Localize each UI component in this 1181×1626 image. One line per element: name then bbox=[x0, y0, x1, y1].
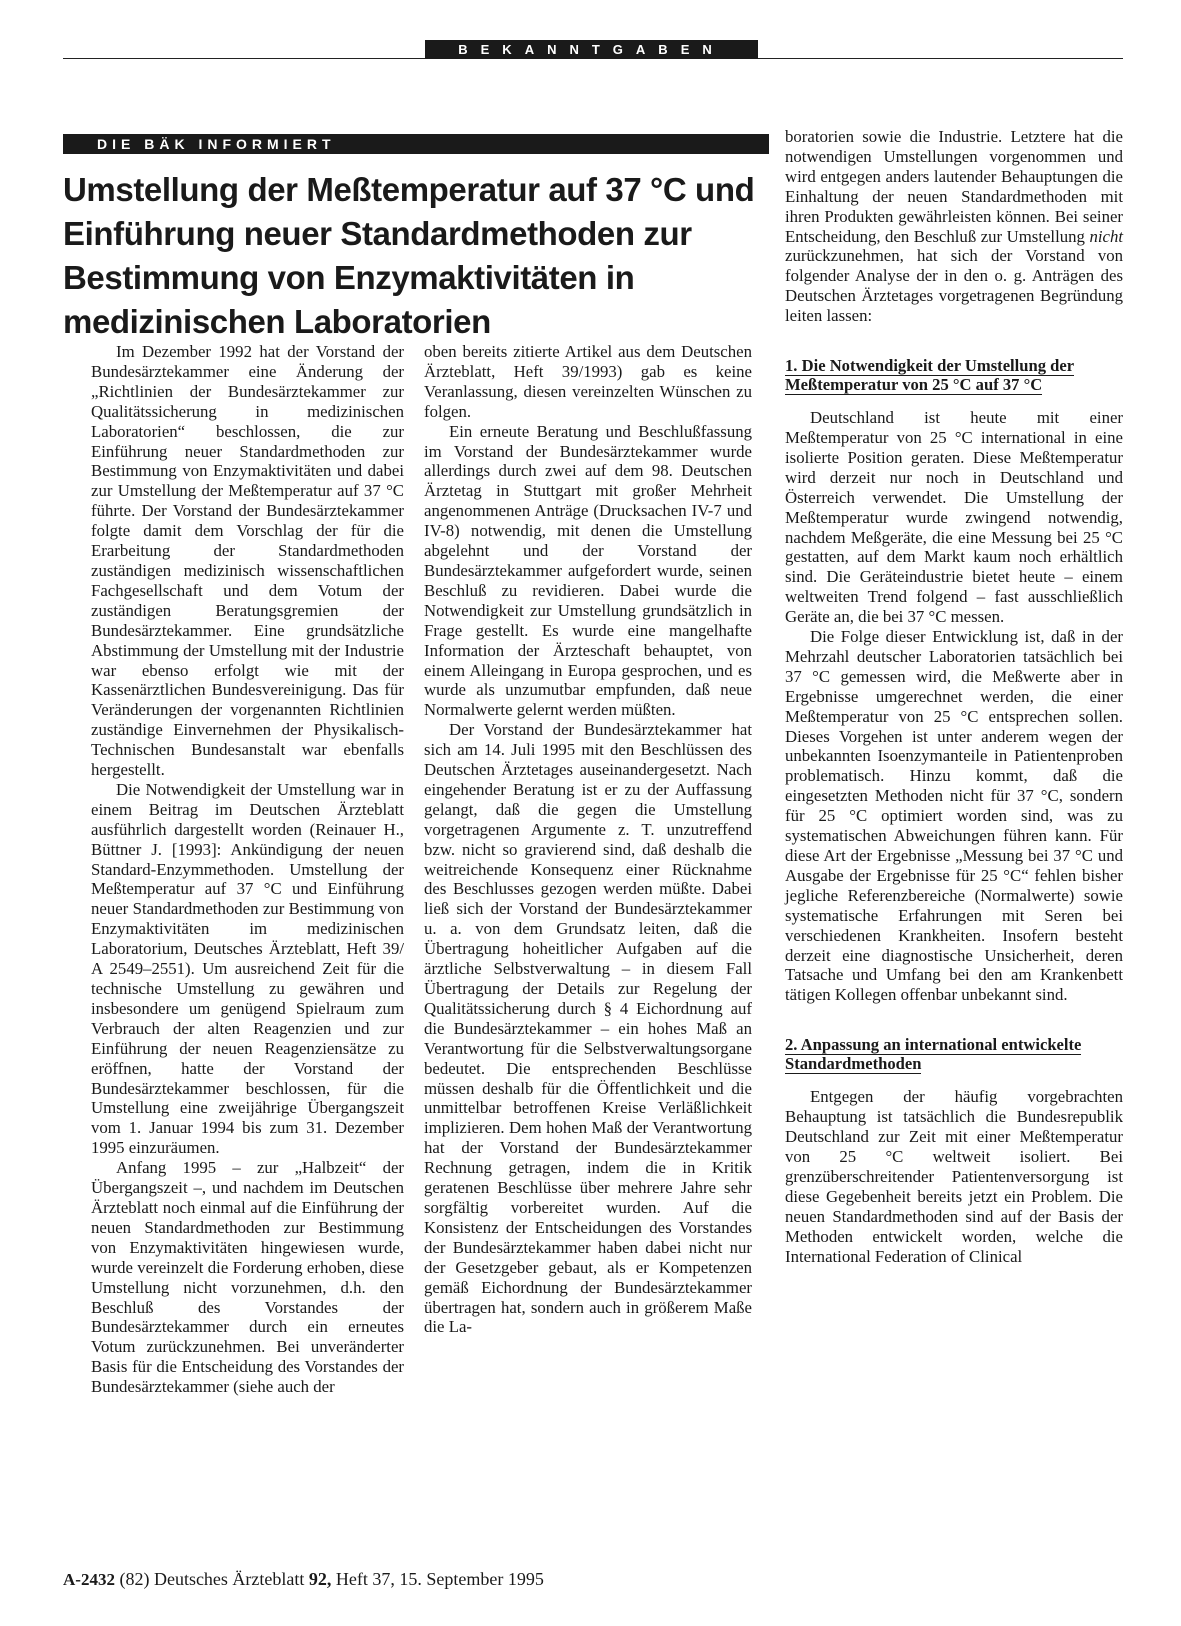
page-code: A-2432 bbox=[63, 1570, 115, 1589]
issue-info: Heft 37, 15. September 1995 bbox=[335, 1569, 544, 1589]
paragraph: Der Vorstand der Bundesärztekammer hat sich am 14. Juli 1995 mit den Beschlüssen des Deutschen Ärztetages auseinandergesetzt. Nach eingehender Beratung ist er zu der Auffassung gelangt, daß die gegen die Umstellung vorgetragenen Argumente z. T. unzutreffend bzw. nicht so gravierend sind, daß deshalb die weitreichende Konsequenz einer Rücknahme des Beschlusses gezogen werden müßte. Dabei ließ sich der Vorstand der Bundesärztekammer u. a. von dem Grundsatz leiten, daß die Übertragung hoheitlicher Aufgaben auf die ärztliche Selbstverwaltung – in diesem Fall Übertragung der Details zur Regelung der Qualitätssicherung durch § 4 Eichordnung auf die Bundesärztekammer – ein hohes Maß an Verantwortung für die Selbstverwaltungsorgane bedeutet. Die entsprechenden Beschlüsse müssen deshalb für die Öffentlichkeit und die unmittelbar betroffenen Kreise Verläßlichkeit implizieren. Dem hohen Maß der Verantwortung hat der Vorstand der Bundesärztekammer Rechnung getragen, indem die in Kritik geratenen Beschlüsse über mehrere Jahre sehr sorgfältig vorbereitet wurden. Auf die Konsistenz der Entscheidungen des Vorstandes der Bundesärztekammer haben dabei nicht nur der Gesetzgeber gebaut, als er Kompetenzen gemäß Eichordnung der Bundesärztekammer übertragen hat, sondern auch in größerem Maße die La- bbox=[424, 720, 752, 1337]
paragraph: Die Notwendigkeit der Umstellung war in einem Beitrag im Deutschen Ärzteblatt ausführlich dargestellt worden (Reinauer H., Büttner J. [1993]: Ankündigung der neuen Standard-Enzymmethoden. Umstellung der Meßtemperatur auf 37 °C und Einführung neuer Standardmethoden zur Bestimmung von Enzymaktivitäten im medizinischen Laboratorium, Deutsches Ärzteblatt, Heft 39/ A 2549–2551). Um ausreichend Zeit für die technische Umstellung zu gewähren und insbesondere um genügend Spielraum zum Verbrauch der alten Reagenzien und zur Einführung der neuen Reagenziensätze zu eröffnen, hatte der Vorstand der Bundesärztekammer beschlossen, für die Umstellung eine zweijährige Übergangszeit vom 1. Januar 1994 bis zum 31. Dezember 1995 einzuräumen. bbox=[91, 779, 404, 1158]
text-column-3 bbox=[785, 127, 1123, 1266]
section-heading-text: 2. Anpassung an international entwickelte Standardmethoden bbox=[785, 1035, 1082, 1074]
page-footer bbox=[63, 1568, 544, 1591]
article-title: Umstellung der Meßtemperatur auf 37 °C und Einführung neuer Standardmethoden zur Bestimmung von Enzymaktivitäten in medizinischen Laboratorien bbox=[63, 171, 755, 340]
page-number: (82) bbox=[119, 1569, 150, 1589]
paragraph-text: boratorien sowie die Industrie. Letztere hat die notwendigen Umstellungen vorgenommen und wird entgegen anders lautender Behauptungen die Einhaltung der neuen Standardmethoden mit ihren Produkten gewährleisten können. Bei seiner Entscheidung, den Beschluß zur Umstellung bbox=[785, 127, 1123, 246]
text-column-2 bbox=[424, 342, 752, 1337]
paragraph: Die Folge dieser Entwicklung ist, daß in der Mehrzahl deutscher Laboratorien tatsächlich bei 37 °C gemessen wird, die Meßwerte aber in Ergebnisse umgerechnet werden, die einer Meßtemperatur von 25 °C entsprechen sollen. Dieses Vorgehen ist unter anderem wegen der unbekannten Isoenzymanteile in Patientenproben problematisch. Hinzu kommt, daß die eingesetzten Methoden nicht für 37 °C, sondern für 25 °C optimiert worden sind, was zu systematischen Abweichungen führen kann. Für diese Art der Ergebnisse „Messung bei 37 °C und Ausgabe der Ergebnisse für 25 °C“ fehlen bisher jegliche Referenzbereiche (Normalwerte) sowie systematische Erfahrungen mit Seren bei verschiedenen Krankheiten. Insofern besteht derzeit eine diagnostische Unsicherheit, deren Tatsache und Umfang bei den am Krankenbett tätigen Kollegen offenbar unbekannt sind. bbox=[785, 627, 1123, 1005]
paragraph: Im Dezember 1992 hat der Vorstand der Bundesärztekammer eine Änderung der „Richtlinien der Bundesärztekammer zur Qualitätssicherung in medizinischen Laboratorien“ beschlossen, die zur Einführung neuer Standardmethoden zur Bestimmung von Enzymaktivitäten und dabei zur Umstellung der Meßtemperatur auf 37 °C führte. Der Vorstand der Bundesärztekammer folgte damit dem Vorschlag der für die Erarbeitung der Standardmethoden zuständigen medizinisch wissenschaftlichen Fachgesellschaft und dem Votum der zuständigen Beratungsgremien der Bundesärztekammer. Eine grundsätzliche Abstimmung der Umstellung mit der Industrie war ebenso erfolgt wie mit der Kassenärztlichen Bundesvereinigung. Das für Veränderungen der vorgenannten Richtlinien zuständige Einvernehmen der Physikalisch-Technischen Bundesanstalt war ebenfalls hergestellt. bbox=[91, 342, 404, 780]
paragraph: oben bereits zitierte Artikel aus dem Deutschen Ärzteblatt, Heft 39/1993) gab es keine Veranlassung, diesen vereinzelten Wünschen zu folgen. bbox=[424, 342, 752, 421]
paragraph: Anfang 1995 – zur „Halbzeit“ der Übergangszeit –, und nachdem im Deutschen Ärzteblatt noch einmal auf die Einführung der neuen Standardmethoden zur Bestimmung von Enzymaktivitäten hingewiesen wurde, wurde vereinzelt die Forderung erhoben, diese Umstellung nicht vorzunehmen, d.h. den Beschluß des Vorstandes der Bundesärztekammer durch ein erneutes Votum zurückzunehmen. Bei unveränderter Basis für die Entscheidung des Vorstandes der Bundesärztekammer (siehe auch der bbox=[91, 1158, 404, 1397]
section-heading bbox=[785, 1035, 1123, 1073]
section-heading bbox=[785, 356, 1123, 394]
journal-name: Deutsches Ärzteblatt bbox=[153, 1569, 305, 1589]
paragraph: Deutschland ist heute mit einer Meßtemperatur von 25 °C international in eine isolierte Position geraten. Diese Meßtemperatur wird derzeit nur noch in Deutschland und Österreich verwendet. Die Umstellung der Meßtemperatur wurde zwingend notwendig, nachdem Meßgeräte, die eine Messung bei 25 °C gestatten, auf dem Markt kaum noch erhältlich sind. Die Geräteindustrie bietet heute – einem weltweiten Trend folgend – fast ausschließlich Geräte an, die bei 37 °C messen. bbox=[785, 408, 1123, 627]
paragraph-text: zurückzunehmen, hat sich der Vorstand von folgender Analyse der in den o. g. Anträgen des Deutschen Ärztetages vorgetragenen Begründung leiten lassen: bbox=[785, 246, 1123, 326]
column-label: DIE BÄK INFORMIERT bbox=[63, 134, 769, 154]
paragraph bbox=[785, 127, 1123, 326]
volume-number: 92, bbox=[308, 1569, 332, 1589]
section-heading-text: 1. Die Notwendigkeit der Umstellung der Meßtemperatur von 25 °C auf 37 °C bbox=[785, 356, 1075, 395]
text-column-1 bbox=[91, 342, 404, 1397]
section-band: BEKANNTGABEN bbox=[425, 40, 758, 59]
emphasis: nicht bbox=[1089, 226, 1123, 246]
paragraph: Ein erneute Beratung und Beschlußfassung im Vorstand der Bundesärztekammer wurde allerdings durch zwei auf dem 98. Deutschen Ärztetag in Stuttgart mit großer Mehrheit angenommenen Anträge (Drucksachen IV-7 und IV-8) notwendig, mit denen die Umstellung abgelehnt und der Vorstand der Bundesärztekammer aufgefordert wurde, seinen Beschluß zu revidieren. Dabei wurde die Notwendigkeit zur Umstellung grundsätzlich in Frage gestellt. Es wurde eine mangelhafte Information der Ärzteschaft behauptet, von einem Alleingang in Europa gesprochen, und es wurde als unzumutbar empfunden, daß neue Normalwerte gelernt werden müßten. bbox=[424, 421, 752, 720]
paragraph: Entgegen der häufig vorgebrachten Behauptung ist tatsächlich die Bundesrepublik Deutschland zur Zeit mit einer Meßtemperatur von 25 °C weltweit isoliert. Bei grenzüberschreitender Patientenversorgung ist diese Gegebenheit bereits jetzt ein Problem. Die neuen Standardmethoden sind auf der Basis der Methoden entwickelt worden, welche die International Federation of Clinical bbox=[785, 1087, 1123, 1266]
